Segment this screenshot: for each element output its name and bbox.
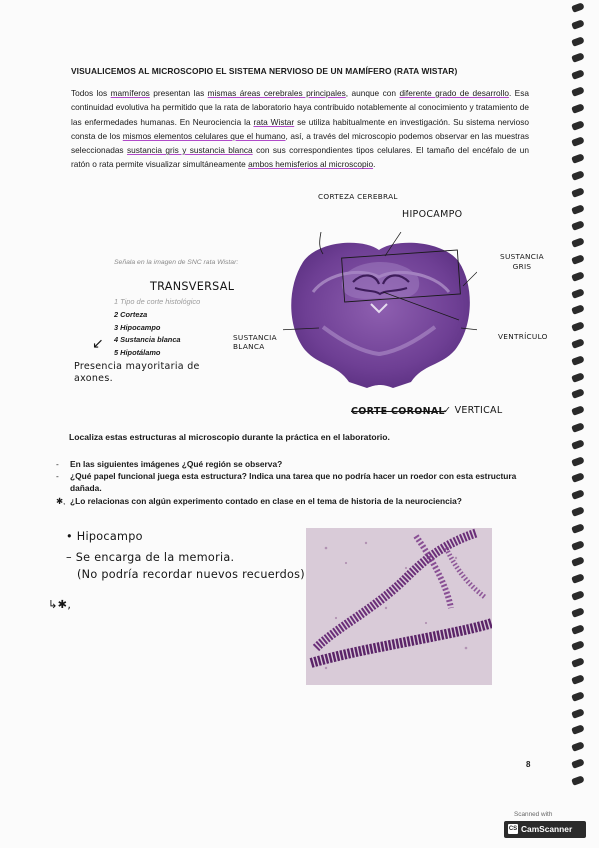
spiral-ring [571, 540, 585, 551]
intro-paragraph [71, 86, 529, 172]
figure-caption: Señala en la imagen de SNC rata Wistar: [114, 259, 239, 266]
spiral-ring [571, 758, 585, 769]
spiral-ring [571, 657, 585, 668]
spiral-ring [571, 473, 585, 484]
spiral-ring [571, 120, 585, 131]
camscanner-badge [504, 811, 586, 837]
spiral-ring [571, 137, 585, 148]
structure-list-item: 1 Tipo de corte histológico [114, 297, 201, 306]
label-hipocampo: HIPOCAMPO [402, 209, 463, 220]
spiral-ring [571, 456, 585, 467]
spiral-ring [571, 53, 585, 64]
structure-list-item: 3 Hipocampo [114, 322, 161, 332]
scanned-with-text: Scanned with [514, 811, 553, 818]
hippocampus-micrograph [306, 528, 492, 685]
camscanner-name: CamScanner [521, 824, 573, 834]
structure-list-item: 4 Sustancia blanca [114, 335, 181, 345]
spiral-ring [571, 338, 585, 349]
answer-recuerdos: (No podría recordar nuevos recuerdos) [77, 568, 305, 581]
intro-text: . [373, 159, 376, 170]
question-text: En las siguientes imágenes ¿Qué región se observa? [70, 459, 283, 469]
question-list [56, 458, 536, 507]
intro-text: . Esa continuidad evolutiva ha permitido que la rata de laboratorio haya contribuido notablemente al conocimiento y tratamiento de las enfermedades humanas. En Neurociencia la [71, 88, 529, 127]
spiral-ring [571, 221, 585, 232]
curved-arrow-icon: ↙ [92, 336, 105, 352]
question-marker: - [56, 459, 59, 469]
intro-text: con sus correspondientes tipos celulares. El tamaño del encéfalo de un ratón o rata permite visualizar simultáneamente [71, 145, 530, 170]
spiral-binding [570, 0, 592, 800]
spiral-ring [571, 624, 585, 635]
highlight-desarrollo: diferente grado de desarrollo [399, 88, 509, 98]
label-sustancia-blanca: SUSTANCIA BLANCA [233, 333, 277, 351]
intro-text: , aunque con [345, 88, 400, 98]
spiral-ring [571, 305, 585, 316]
question-marker: - [56, 471, 59, 482]
spiral-ring [571, 86, 585, 97]
answer-hipocampo: • Hipocampo [66, 530, 143, 543]
spiral-ring [571, 271, 585, 282]
spiral-ring [571, 607, 585, 618]
spiral-ring [571, 19, 585, 30]
structure-list-item: 2 Corteza [114, 309, 148, 319]
spiral-ring [571, 506, 585, 517]
intro-text: , así, a través del microscopio podemos observar en las muestras seleccionadas [71, 130, 530, 156]
structure-list [114, 296, 200, 360]
spiral-ring [571, 372, 585, 383]
highlight-mamiferos: mamíferos [110, 88, 150, 98]
spiral-ring [571, 641, 585, 652]
spiral-ring [571, 439, 585, 450]
spiral-ring [571, 254, 585, 265]
spiral-ring [571, 204, 585, 215]
spiral-ring [571, 405, 585, 416]
question-item [56, 495, 536, 507]
intro-text: Todos los [71, 88, 111, 98]
label-sustancia-gris: SUSTANCIA GRIS [500, 252, 544, 271]
question-text: ¿Qué papel funcional juega esta estructura? Indica una tarea que no podría hacer un roedor con esta estructura dañada. [70, 471, 517, 494]
spiral-ring [571, 153, 585, 164]
highlight-areas: mismas áreas cerebrales principales [207, 88, 346, 98]
spiral-ring [571, 355, 585, 366]
note-axones: Presencia mayoritaria de axones. [74, 361, 200, 384]
page-number: 8 [526, 760, 531, 769]
spiral-ring [571, 523, 585, 534]
intro-text: presentan las [149, 88, 208, 98]
spiral-ring [571, 725, 585, 736]
intro-text: se utiliza habitualmente en investigación. Su sistema nervioso consta de los [71, 116, 529, 141]
label-transversal: TRANSVERSAL [150, 280, 235, 293]
label-corte-coronal: CORTE CORONAL [351, 406, 445, 417]
spiral-ring [571, 573, 585, 584]
spiral-ring [571, 590, 585, 601]
structure-list-item: 5 Hipotálamo [114, 348, 161, 358]
spiral-ring [571, 389, 585, 400]
spiral-ring [571, 103, 585, 114]
instruction-text: Localiza estas estructuras al microscopio durante la práctica en el laboratorio. [69, 432, 390, 442]
spiral-ring [571, 775, 585, 786]
brain-section-image [283, 232, 477, 390]
spiral-ring [571, 741, 585, 752]
page-title: VISUALICEMOS AL MICROSCOPIO EL SISTEMA NERVIOSO DE UN MAMÍFERO (RATA WISTAR) [71, 66, 458, 76]
spiral-ring [571, 36, 585, 47]
spiral-ring [571, 170, 585, 181]
answer-experiment-marker: ↳✱, [48, 598, 72, 611]
spiral-ring [571, 422, 585, 433]
spiral-ring [571, 557, 585, 568]
answer-memoria: – Se encarga de la memoria. [66, 551, 235, 564]
spiral-ring [571, 708, 585, 719]
spiral-ring [571, 187, 585, 198]
question-item [56, 458, 536, 470]
spiral-ring [571, 321, 585, 332]
question-marker: ✱, [56, 495, 66, 506]
spiral-ring [571, 691, 585, 702]
spiral-ring [571, 69, 585, 80]
spiral-ring [571, 489, 585, 500]
question-text: ¿Lo relacionas con algún experimento contado en clase en el tema de historia de la neurociencia? [70, 495, 462, 506]
highlight-sustancias: sustancia gris y sustancia blanca [126, 145, 253, 156]
spiral-ring [571, 674, 585, 685]
spiral-ring [571, 2, 585, 13]
highlight-elementos: mismos elementos celulares que el humano [122, 130, 286, 141]
camscanner-logo-icon: CS [508, 826, 518, 832]
label-ventriculo: VENTRÍCULO [498, 332, 548, 341]
spiral-ring [571, 237, 585, 248]
label-vertical: ✓ VERTICAL [443, 405, 503, 416]
highlight-hemisferios: ambos hemisferios al microscopio [248, 159, 374, 170]
question-item [56, 470, 536, 494]
highlight-rata-wistar: rata Wistar [253, 116, 295, 127]
spiral-ring [571, 288, 585, 299]
label-corteza: CORTEZA CEREBRAL [318, 192, 398, 201]
